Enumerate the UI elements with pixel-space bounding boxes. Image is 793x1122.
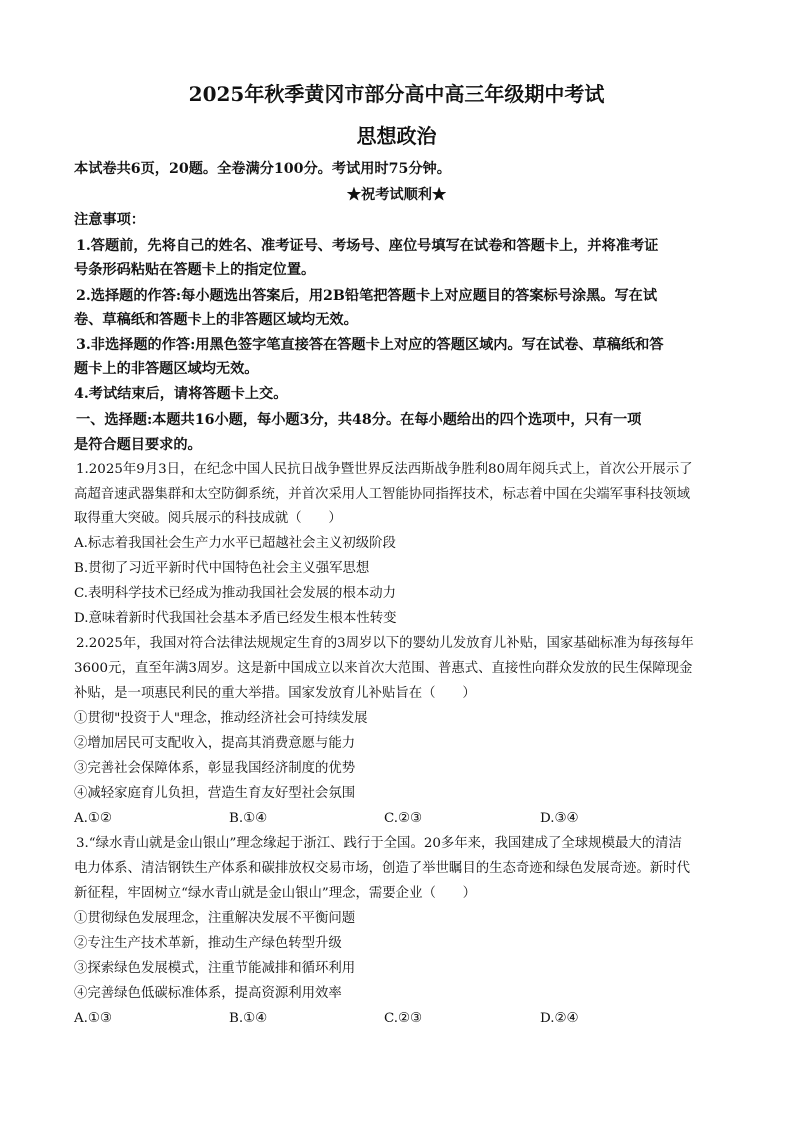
note-1-line-1: 1.答题前，先将自己的姓名、准考证号、考场号、座位号填写在试卷和答题卡上，并将准考证 [76,238,659,254]
exam-info: 本试卷共6页，20题。全卷满分100分。考试用时75分钟。 [74,161,451,177]
q2-statement-4: ④减轻家庭育儿负担，营造生育友好型社会氛围 [74,786,356,801]
q1-stem-line-2: 高超音速武器集群和太空防御系统，并首次采用人工智能协同指挥技术，标志着中国在尖端军事科技领域 [74,487,690,502]
note-3-line-2: 题卡上的非答题区域均无效。 [74,361,259,377]
q3-stem-line-3: 新征程，牢固树立“绿水青山就是金山银山”理念，需要企业（ ） [74,886,477,901]
q1-option-c: C.表明科学技术已经成为推动我国社会发展的根本动力 [74,586,397,601]
q3-choice-b: B.①④ [229,1011,268,1026]
q3-statement-4: ④完善绿色低碳标准体系，提高资源利用效率 [74,986,342,1001]
q2-choice-c: C.②③ [384,811,423,826]
q3-choice-d: D.②④ [540,1011,579,1026]
note-4-line: 4.考试结束后，请将答题卡上交。 [74,386,288,402]
q1-stem-line-1: 1.2025年9月3日，在纪念中国人民抗日战争暨世界反法西斯战争胜利80周年阅兵式上，首次公开展示了 [76,462,693,477]
q3-statement-3: ③探索绿色发展模式，注重节能减排和循环利用 [74,961,356,976]
q2-stem-line-1: 2.2025年，我国对符合法律法规规定生育的3周岁以下的婴幼儿发放育儿补贴，国家基础标准为每孩每年 [76,636,694,651]
q2-statement-2: ②增加居民可支配收入，提高其消费意愿与能力 [74,736,356,751]
q1-option-b: B.贯彻了习近平新时代中国特色社会主义强军思想 [74,561,370,576]
good-luck-note: ★祝考试顺利★ [346,187,447,203]
q2-stem-line-3: 补贴，是一项惠民利民的重大举措。国家发放育儿补贴旨在（ ） [74,686,476,701]
q2-choice-b: B.①④ [229,811,268,826]
note-2-line-2: 卷、草稿纸和答题卡上的非答题区域均无效。 [74,312,358,328]
q1-stem-line-3: 取得重大突破。阅兵展示的科技成就（ ） [74,511,342,526]
note-3-line-1: 3.非选择题的作答:用黑色签字笔直接答在答题卡上对应的答题区域内。写在试卷、草稿纸和答 [76,337,664,353]
section-1-heading-line-1: 一、选择题:本题共16小题，每小题3分，共48分。在每小题给出的四个选项中，只有一项 [76,412,642,428]
q3-stem-line-2: 电力体系、清洁钢铁生产体系和碳排放权交易市场，创造了举世瞩目的生态奇迹和绿色发展奇迹。新时代 [74,861,690,876]
q3-statement-1: ①贯彻绿色发展理念，注重解决发展不平衡问题 [74,911,356,926]
exam-title: 2025年秋季黄冈市部分高中高三年级期中考试 [188,82,605,106]
exam-subject: 思想政治 [356,124,437,148]
q3-stem-line-1: 3.“绿水青山就是金山银山”理念缘起于浙江、践行于全国。20多年来，我国建成了全球规模最大的清洁 [76,836,682,851]
q2-stem-line-2: 3600元，直至年满3周岁。这是新中国成立以来首次大范围、普惠式、直接性向群众发放的民生保障现金 [74,661,693,676]
notes-heading: 注意事项： [74,212,145,228]
q2-statement-3: ③完善社会保障体系，彰显我国经济制度的优势 [74,761,356,776]
q3-choice-c: C.②③ [384,1011,423,1026]
q1-option-d: D.意味着新时代我国社会基本矛盾已经发生根本性转变 [74,611,397,626]
q2-statement-1: ①贯彻"投资于人"理念，推动经济社会可持续发展 [74,711,368,726]
note-1-line-2: 号条形码粘贴在答题卡上的指定位置。 [74,262,316,278]
q2-choice-a: A.①② [74,811,112,826]
q3-statement-2: ②专注生产技术革新，推动生产绿色转型升级 [74,936,342,951]
q1-option-a: A.标志着我国社会生产力水平已超越社会主义初级阶段 [74,536,396,551]
q2-choice-d: D.③④ [540,811,579,826]
q3-choice-a: A.①③ [74,1011,112,1026]
section-1-heading-line-2: 是符合题目要求的。 [74,437,202,453]
note-2-line-1: 2.选择题的作答:每小题选出答案后，用2B铅笔把答题卡上对应题目的答案标号涂黑。写在试 [76,288,658,304]
